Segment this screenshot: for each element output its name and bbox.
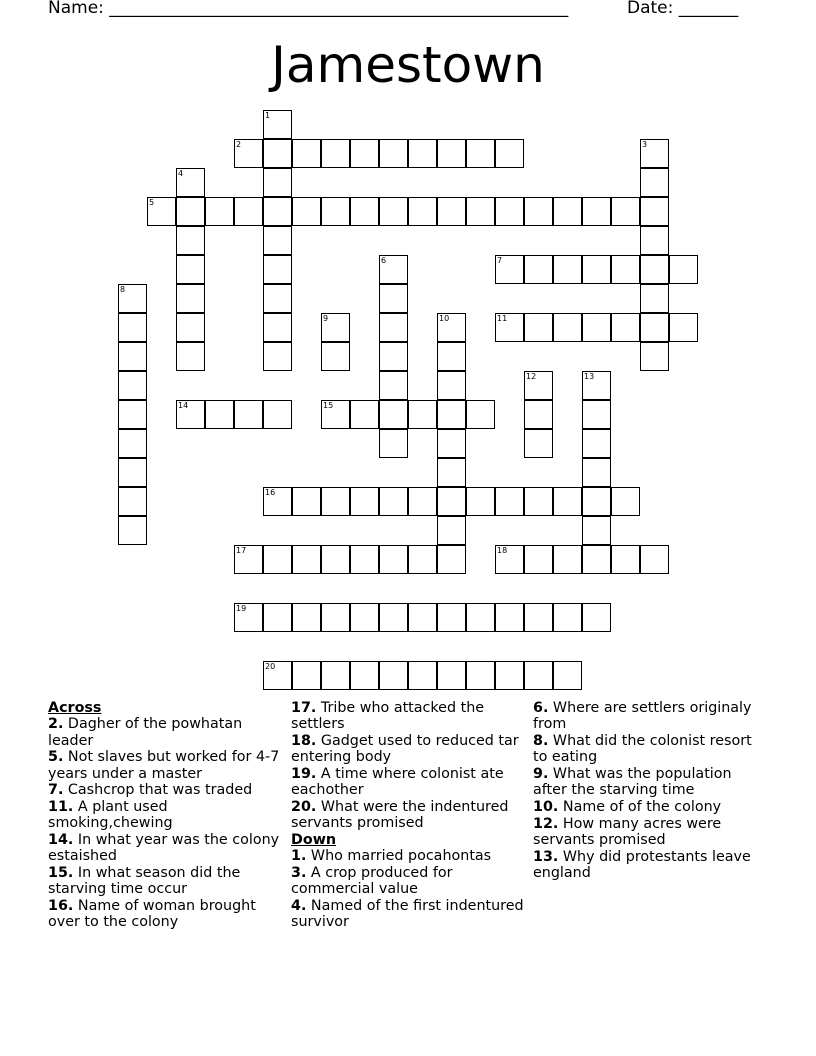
grid-cell[interactable] <box>321 487 350 516</box>
grid-cell[interactable] <box>176 197 205 226</box>
clue-number: 16. <box>48 897 74 914</box>
grid-cell[interactable] <box>495 487 524 516</box>
grid-cell[interactable] <box>321 661 350 690</box>
across-clue <box>48 898 283 931</box>
clue-number-9: 9 <box>323 314 329 323</box>
grid-cell[interactable] <box>350 139 379 168</box>
grid-cell[interactable] <box>640 255 669 284</box>
clue-number-10: 10 <box>439 314 450 323</box>
grid-cell[interactable] <box>379 313 408 342</box>
grid-cell[interactable] <box>176 313 205 342</box>
down-clue <box>533 799 768 815</box>
grid-cell[interactable] <box>118 400 147 429</box>
grid-cell[interactable] <box>118 313 147 342</box>
page-title: Jamestown <box>271 36 545 94</box>
grid-cell[interactable] <box>524 603 553 632</box>
clue-number: 12. <box>533 815 559 832</box>
grid-cell[interactable] <box>437 342 466 371</box>
grid-cell[interactable] <box>350 197 379 226</box>
clue-number-20: 20 <box>265 662 276 671</box>
grid-cell[interactable] <box>350 400 379 429</box>
grid-cell[interactable] <box>524 400 553 429</box>
clue-number: 8. <box>533 732 549 749</box>
grid-cell[interactable] <box>379 661 408 690</box>
grid-cell[interactable] <box>408 545 437 574</box>
clue-number-4: 4 <box>178 169 184 178</box>
clue-number-11: 11 <box>497 314 508 323</box>
clue-number: 20. <box>291 798 317 815</box>
grid-cell[interactable] <box>553 545 582 574</box>
across-clue <box>48 749 283 782</box>
grid-cell[interactable] <box>582 429 611 458</box>
grid-cell[interactable] <box>321 545 350 574</box>
clue-text: Gadget used to reduced tar entering body <box>291 732 519 766</box>
grid-cell[interactable] <box>408 487 437 516</box>
down-clue <box>533 816 768 849</box>
clue-text: Named of the first indentured survivor <box>291 897 524 931</box>
clue-number: 6. <box>533 700 549 716</box>
grid-cell[interactable] <box>495 603 524 632</box>
clue-text: Where are settlers originaly from <box>533 700 752 733</box>
grid-cell[interactable] <box>379 284 408 313</box>
grid-cell[interactable] <box>495 197 524 226</box>
clue-text: Tribe who attacked the settlers <box>291 700 485 733</box>
clue-number-18: 18 <box>497 546 508 555</box>
grid-cell[interactable] <box>379 487 408 516</box>
grid-cell[interactable] <box>118 487 147 516</box>
grid-cell[interactable] <box>321 342 350 371</box>
name-blank: ______________________________________________________ <box>109 0 569 18</box>
grid-cell[interactable] <box>524 255 553 284</box>
grid-cell[interactable] <box>379 429 408 458</box>
grid-cell[interactable] <box>611 255 640 284</box>
grid-cell[interactable] <box>437 545 466 574</box>
grid-cell[interactable] <box>118 458 147 487</box>
grid-cell[interactable] <box>553 313 582 342</box>
clue-text: A crop produced for commercial value <box>291 864 453 898</box>
grid-cell[interactable] <box>263 168 292 197</box>
grid-cell[interactable] <box>408 603 437 632</box>
clue-number: 18. <box>291 732 317 749</box>
grid-cell[interactable] <box>582 458 611 487</box>
grid-cell[interactable] <box>524 313 553 342</box>
clue-number-7: 7 <box>497 256 503 265</box>
grid-cell[interactable] <box>408 400 437 429</box>
grid-cell[interactable] <box>176 255 205 284</box>
clue-number: 3. <box>291 864 307 881</box>
grid-cell[interactable] <box>582 545 611 574</box>
grid-cell[interactable] <box>437 197 466 226</box>
grid-cell[interactable] <box>466 400 495 429</box>
down-clue <box>291 848 526 864</box>
grid-cell[interactable] <box>292 603 321 632</box>
clue-number: 19. <box>291 765 317 782</box>
grid-cell[interactable] <box>640 342 669 371</box>
grid-cell[interactable] <box>263 197 292 226</box>
across-clue <box>48 832 283 865</box>
grid-cell[interactable] <box>408 661 437 690</box>
clue-number-8: 8 <box>120 285 126 294</box>
grid-cell[interactable] <box>437 458 466 487</box>
grid-cell[interactable] <box>466 603 495 632</box>
clue-number: 15. <box>48 864 74 881</box>
grid-cell[interactable] <box>205 197 234 226</box>
grid-cell[interactable] <box>379 371 408 400</box>
across-clue <box>291 799 526 832</box>
across-clue <box>291 700 526 733</box>
grid-cell[interactable] <box>553 255 582 284</box>
grid-cell[interactable] <box>466 139 495 168</box>
clue-text: Why did protestants leave england <box>533 848 751 881</box>
clue-number-14: 14 <box>178 401 189 410</box>
grid-cell[interactable] <box>524 661 553 690</box>
date-label: Date: <box>627 0 674 18</box>
date-blank: _______ <box>678 0 739 18</box>
clue-text: In what season did the starving time occur <box>48 864 241 898</box>
grid-cell[interactable] <box>582 400 611 429</box>
clue-number: 7. <box>48 782 64 799</box>
grid-cell[interactable] <box>437 371 466 400</box>
grid-cell[interactable] <box>234 197 263 226</box>
clue-text: A time where colonist ate eachother <box>291 765 504 799</box>
clue-number-5: 5 <box>149 198 155 207</box>
grid-cell[interactable] <box>553 197 582 226</box>
grid-cell[interactable] <box>379 342 408 371</box>
grid-cell[interactable] <box>437 516 466 545</box>
grid-cell[interactable] <box>379 197 408 226</box>
grid-cell[interactable] <box>553 603 582 632</box>
clue-number: 11. <box>48 798 74 815</box>
grid-cell[interactable] <box>437 661 466 690</box>
grid-cell[interactable] <box>611 487 640 516</box>
clue-number-6: 6 <box>381 256 387 265</box>
clue-text: What did the colonist resort to eating <box>533 732 752 766</box>
grid-cell[interactable] <box>379 603 408 632</box>
clue-column-1 <box>48 700 283 931</box>
down-clue <box>533 700 768 733</box>
clue-number-19: 19 <box>236 604 247 613</box>
grid-cell[interactable] <box>350 487 379 516</box>
clue-number: 17. <box>291 700 317 716</box>
clue-number-2: 2 <box>236 140 242 149</box>
grid-cell[interactable] <box>437 603 466 632</box>
grid-cell[interactable] <box>611 197 640 226</box>
grid-cell[interactable] <box>669 313 698 342</box>
clue-number: 2. <box>48 716 64 733</box>
grid-cell[interactable] <box>263 603 292 632</box>
grid-cell[interactable] <box>205 400 234 429</box>
grid-cell[interactable] <box>582 197 611 226</box>
grid-cell[interactable] <box>640 168 669 197</box>
grid-cell[interactable] <box>495 139 524 168</box>
grid-cell[interactable] <box>263 226 292 255</box>
grid-cell[interactable] <box>176 342 205 371</box>
grid-cell[interactable] <box>263 313 292 342</box>
grid-cell[interactable] <box>408 197 437 226</box>
grid-cell[interactable] <box>118 371 147 400</box>
grid-cell[interactable] <box>640 545 669 574</box>
clue-text: Dagher of the powhatan leader <box>48 716 243 749</box>
down-clue <box>533 766 768 799</box>
grid-cell[interactable] <box>263 342 292 371</box>
clue-number-16: 16 <box>265 488 276 497</box>
clue-text: Cashcrop that was traded <box>63 782 253 799</box>
grid-cell[interactable] <box>524 197 553 226</box>
clue-number: 14. <box>48 831 74 848</box>
clue-number-15: 15 <box>323 401 334 410</box>
grid-cell[interactable] <box>263 545 292 574</box>
across-clue <box>48 865 283 898</box>
grid-cell[interactable] <box>263 400 292 429</box>
grid-cell[interactable] <box>524 487 553 516</box>
grid-cell[interactable] <box>176 284 205 313</box>
down-clue <box>291 898 526 931</box>
name-label: Name: <box>48 0 104 18</box>
grid-cell[interactable] <box>292 139 321 168</box>
grid-cell[interactable] <box>640 197 669 226</box>
grid-cell[interactable] <box>263 139 292 168</box>
grid-cell[interactable] <box>437 400 466 429</box>
grid-cell[interactable] <box>118 516 147 545</box>
grid-cell[interactable] <box>466 661 495 690</box>
grid-cell[interactable] <box>466 197 495 226</box>
clue-text: What was the population after the starving time <box>533 765 732 799</box>
grid-cell[interactable] <box>176 226 205 255</box>
clue-text: Name of of the colony <box>558 798 722 815</box>
clue-number: 9. <box>533 765 549 782</box>
across-clue <box>291 733 526 766</box>
across-heading: Across <box>48 700 102 716</box>
grid-cell[interactable] <box>292 487 321 516</box>
down-clue <box>533 733 768 766</box>
across-clue <box>48 782 283 798</box>
grid-cell[interactable] <box>611 313 640 342</box>
grid-cell[interactable] <box>669 255 698 284</box>
grid-cell[interactable] <box>553 487 582 516</box>
clue-number: 13. <box>533 848 559 865</box>
grid-cell[interactable] <box>292 545 321 574</box>
clue-text: A plant used smoking,chewing <box>48 798 173 832</box>
across-clue <box>291 766 526 799</box>
clue-text: Name of woman brought over to the colony <box>48 897 256 931</box>
clue-number-17: 17 <box>236 546 247 555</box>
grid-cell[interactable] <box>582 603 611 632</box>
grid-cell[interactable] <box>640 226 669 255</box>
grid-cell[interactable] <box>263 284 292 313</box>
clue-text: How many acres were servants promised <box>533 815 722 848</box>
grid-cell[interactable] <box>466 487 495 516</box>
clue-column-2 <box>291 700 526 931</box>
grid-cell[interactable] <box>379 400 408 429</box>
grid-cell[interactable] <box>437 487 466 516</box>
grid-cell[interactable] <box>379 545 408 574</box>
down-heading: Down <box>291 831 337 848</box>
grid-cell[interactable] <box>118 342 147 371</box>
grid-cell[interactable] <box>263 255 292 284</box>
grid-cell[interactable] <box>611 545 640 574</box>
grid-cell[interactable] <box>553 661 582 690</box>
clue-text: Not slaves but worked for 4-7 years under a master <box>48 749 280 782</box>
clue-number: 4. <box>291 897 307 914</box>
grid-cell[interactable] <box>350 603 379 632</box>
grid-cell[interactable] <box>350 661 379 690</box>
grid-cell[interactable] <box>118 429 147 458</box>
clue-number-1: 1 <box>265 111 271 120</box>
grid-cell[interactable] <box>379 139 408 168</box>
clue-number-13: 13 <box>584 372 595 381</box>
grid-cell[interactable] <box>292 661 321 690</box>
grid-cell[interactable] <box>582 255 611 284</box>
clue-text: What were the indentured servants promised <box>291 798 509 832</box>
grid-cell[interactable] <box>321 603 350 632</box>
clue-number: 5. <box>48 749 64 766</box>
grid-cell[interactable] <box>524 545 553 574</box>
grid-cell[interactable] <box>437 139 466 168</box>
grid-cell[interactable] <box>321 139 350 168</box>
grid-cell[interactable] <box>321 197 350 226</box>
clue-number: 10. <box>533 798 559 815</box>
grid-cell[interactable] <box>640 284 669 313</box>
clue-number-3: 3 <box>642 140 648 149</box>
clue-text: In what year was the colony estaished <box>48 831 280 865</box>
clue-number: 1. <box>291 848 307 865</box>
grid-cell[interactable] <box>350 545 379 574</box>
grid-cell[interactable] <box>408 139 437 168</box>
across-clue <box>48 716 283 749</box>
grid-cell[interactable] <box>582 313 611 342</box>
clue-number-12: 12 <box>526 372 537 381</box>
grid-cell[interactable] <box>495 661 524 690</box>
grid-cell[interactable] <box>524 429 553 458</box>
down-clue <box>291 865 526 898</box>
across-clue <box>48 799 283 832</box>
grid-cell[interactable] <box>582 516 611 545</box>
grid-cell[interactable] <box>234 400 263 429</box>
grid-cell[interactable] <box>582 487 611 516</box>
clue-column-3 <box>533 700 768 882</box>
grid-cell[interactable] <box>292 197 321 226</box>
clue-text: Who married pocahontas <box>306 848 492 865</box>
grid-cell[interactable] <box>437 429 466 458</box>
down-clue <box>533 849 768 882</box>
grid-cell[interactable] <box>640 313 669 342</box>
